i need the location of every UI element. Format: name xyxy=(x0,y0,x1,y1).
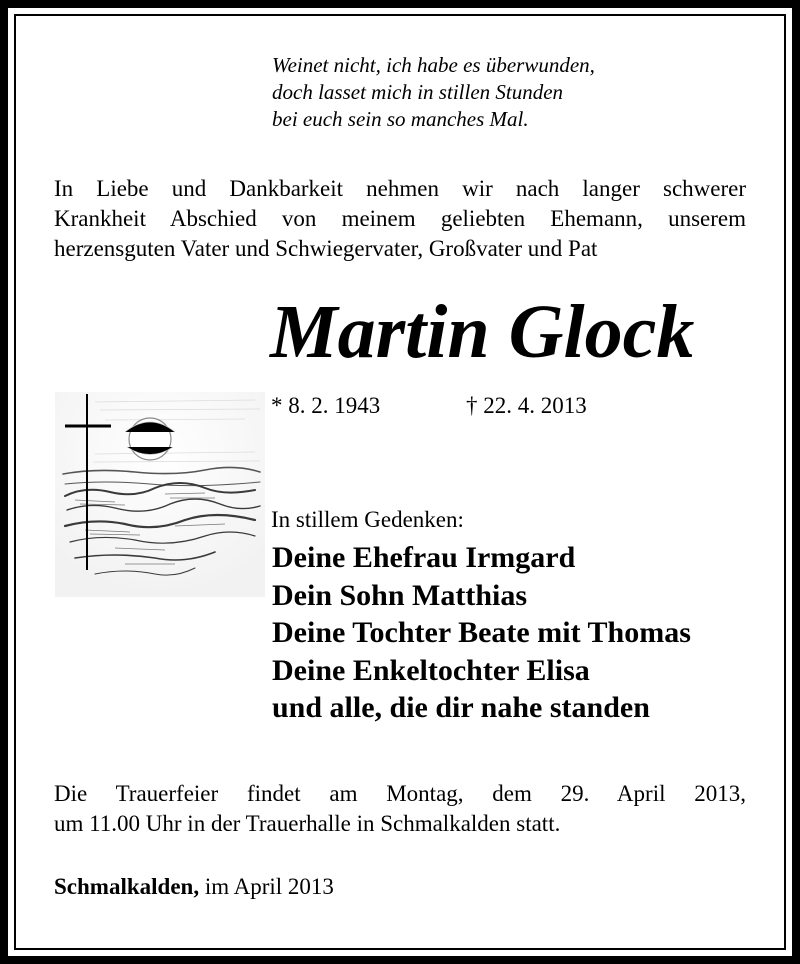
service-line: Die Trauerfeier findet am Montag, dem 29. April 2013, xyxy=(54,781,746,806)
place-and-date xyxy=(54,873,334,901)
birth-date: * 8. 2. 1943 xyxy=(271,393,381,418)
intro-line: In Liebe und Dankbarkeit nehmen wir nach langer schwerer xyxy=(54,176,746,201)
mourner-line: Deine Enkeltochter Elisa xyxy=(272,653,590,687)
motto-line: bei euch sein so manches Mal. xyxy=(272,107,529,131)
death-date: † 22. 4. 2013 xyxy=(466,393,587,418)
mourners-list xyxy=(272,539,691,727)
intro-text xyxy=(54,174,746,264)
motto-line: Weinet nicht, ich habe es überwunden, xyxy=(272,53,595,77)
mourner-line: Dein Sohn Matthias xyxy=(272,578,528,612)
funeral-service-notice xyxy=(54,779,746,839)
deceased-name: Martin Glock xyxy=(270,290,695,374)
cross-and-sunset-landscape-icon xyxy=(55,392,265,597)
motto-line: doch lasset mich in stillen Stunden xyxy=(272,80,564,104)
place-town: Schmalkalden, xyxy=(54,874,200,899)
motto-verse xyxy=(272,52,595,133)
mourner-line: und alle, die dir nahe standen xyxy=(272,691,650,724)
intro-line: herzensguten Vater und Schwiegervater, Großvater und Pat xyxy=(54,236,598,261)
intro-line: Krankheit Abschied von meinem geliebten Ehemann, unserem xyxy=(54,206,746,231)
mourner-line: Deine Ehefrau Irmgard xyxy=(272,541,576,574)
mourner-line: Deine Tochter Beate mit Thomas xyxy=(272,616,691,649)
service-line: um 11.00 Uhr in der Trauerhalle in Schmalkalden statt. xyxy=(54,811,561,836)
remembrance-heading: In stillem Gedenken: xyxy=(271,507,464,532)
place-date: im April 2013 xyxy=(204,874,334,899)
